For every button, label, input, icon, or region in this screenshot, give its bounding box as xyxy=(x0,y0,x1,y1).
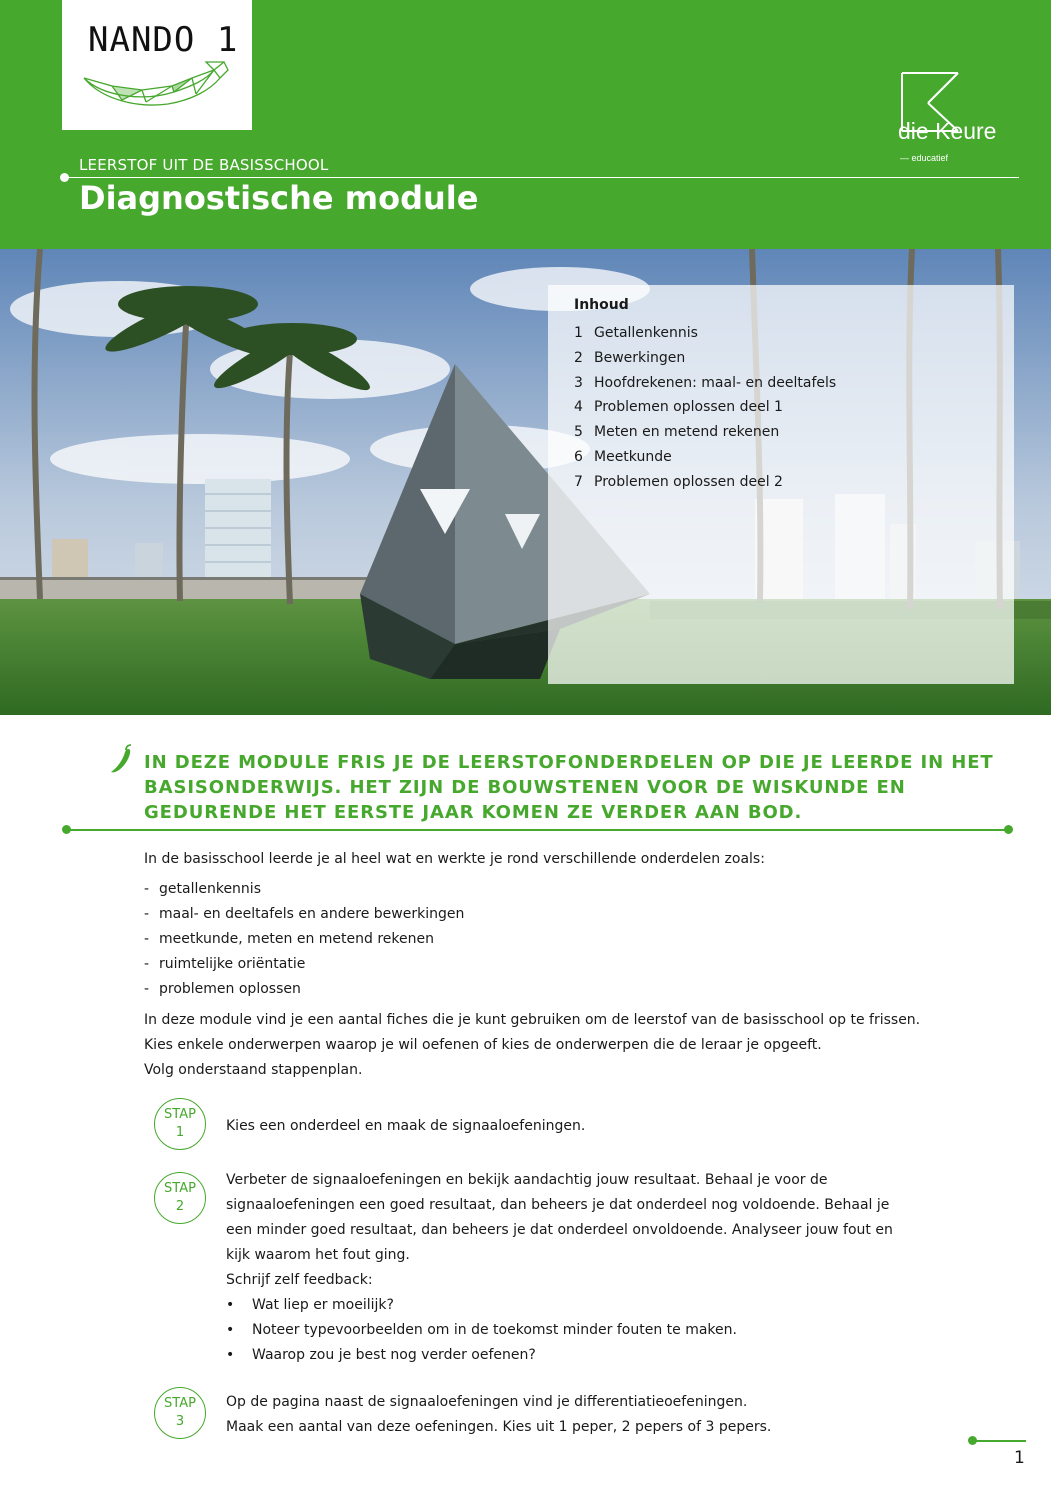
step-2-line: Verbeter de signaaloefeningen en bekijk aandachtig jouw resultaat. Behaal je voor de xyxy=(226,1172,828,1188)
toc-item[interactable] xyxy=(574,321,836,346)
toc-item-number: 4 xyxy=(574,399,583,416)
toc-list xyxy=(574,321,836,495)
toc-item[interactable] xyxy=(574,395,836,420)
step-2-badge xyxy=(154,1172,206,1224)
hero-photo xyxy=(0,249,1051,715)
rule-dot-right xyxy=(1004,825,1013,834)
step-3-badge xyxy=(154,1387,206,1439)
step-1-badge xyxy=(154,1098,206,1150)
step-2-line: een minder goed resultaat, dan beheers je dat onderdeel onvoldoende. Analyseer jouw fout en xyxy=(226,1222,893,1238)
topic-item: - maal- en deeltafels en andere bewerkingen xyxy=(144,902,464,927)
step-label: STAP xyxy=(164,1181,196,1196)
intro-lead: In de basisschool leerde je al heel wat en werkte je rond verschillende onderdelen zoals: xyxy=(144,851,765,867)
step-number: 3 xyxy=(175,1414,185,1429)
intro-rule xyxy=(67,829,1009,831)
step-2-line: kijk waarom het fout ging. xyxy=(226,1247,410,1263)
die-keure-logo-icon xyxy=(898,46,1008,166)
step-label: STAP xyxy=(164,1396,196,1411)
toc-item-number: 5 xyxy=(574,424,583,441)
toc-item-label: Problemen oplossen deel 2 xyxy=(594,473,783,490)
page-number: 1 xyxy=(1014,1448,1025,1468)
step-1-text: Kies een onderdeel en maak de signaaloefeningen. xyxy=(226,1118,586,1134)
toc-item-number: 2 xyxy=(574,349,583,366)
eyebrow-label: LEERSTOF UIT DE BASISSCHOOL xyxy=(79,156,329,174)
table-of-contents xyxy=(548,285,1014,684)
step-3-line: Op de pagina naast de signaaloefeningen vind je differentiatieoefeningen. xyxy=(226,1394,748,1410)
toc-item-number: 7 xyxy=(574,473,583,490)
step-3-text xyxy=(226,1390,771,1440)
step-3-line: Maak een aantal van deze oefeningen. Kies uit 1 peper, 2 pepers of 3 pepers. xyxy=(226,1419,772,1435)
pepper-icon xyxy=(107,744,133,774)
publisher-subtitle: — educatief xyxy=(900,153,949,163)
step-number: 1 xyxy=(175,1125,185,1140)
topic-item: - getallenkennis xyxy=(144,877,464,902)
toc-item-number: 6 xyxy=(574,448,583,465)
toc-item[interactable] xyxy=(574,346,836,371)
toc-title: Inhoud xyxy=(574,297,629,313)
step-number: 2 xyxy=(175,1199,185,1214)
paragraph-line: In deze module vind je een aantal fiches die je kunt gebruiken om de leerstof van de basisschool op te frissen. xyxy=(144,1012,921,1028)
toc-item-label: Problemen oplossen deel 1 xyxy=(594,399,783,416)
feedback-list xyxy=(226,1293,893,1368)
toc-item-number: 1 xyxy=(574,325,583,341)
step-2-line: signaaloefeningen een goed resultaat, dan beheers je dat onderdeel nog voldoende. Behaal je xyxy=(226,1197,890,1213)
toc-item-label: Meetkunde xyxy=(594,448,672,465)
topic-item: - meetkunde, meten en metend rekenen xyxy=(144,927,464,952)
logo-text: NANDO 1 xyxy=(88,20,239,60)
topic-item: - problemen oplossen xyxy=(144,977,464,1002)
page-title: Diagnostische module xyxy=(79,179,479,217)
topic-list xyxy=(144,877,464,1002)
feedback-item: • Wat liep er moeilijk? xyxy=(226,1293,893,1318)
pepper-logo-icon xyxy=(82,56,232,108)
step-2-text xyxy=(226,1168,893,1368)
toc-item[interactable] xyxy=(574,470,836,495)
toc-item-number: 3 xyxy=(574,374,583,391)
topic-item: - ruimtelijke oriëntatie xyxy=(144,952,464,977)
toc-item[interactable] xyxy=(574,371,836,396)
toc-item[interactable] xyxy=(574,445,836,470)
intro-heading: IN DEZE MODULE FRIS JE DE LEERSTOFONDERDELEN OP DIE JE LEERDE IN HET BASISONDERWIJS. HET ZIJN DE BOUWSTENEN VOOR DE WISKUNDE EN GEDURENDE HET EERSTE JAAR KOMEN ZE VERDER AAN BOD. xyxy=(144,752,994,823)
feedback-item: • Noteer typevoorbeelden om in de toekomst minder fouten te maken. xyxy=(226,1318,893,1343)
toc-item-label: Getallenkennis xyxy=(594,325,698,341)
toc-item-label: Bewerkingen xyxy=(594,349,686,366)
toc-item[interactable] xyxy=(574,420,836,445)
toc-item-label: Meten en metend rekenen xyxy=(594,424,780,441)
intro-paragraph xyxy=(144,1008,920,1083)
step-2-line: Schrijf zelf feedback: xyxy=(226,1272,373,1288)
step-label: STAP xyxy=(164,1107,196,1122)
header-rule xyxy=(64,177,1019,178)
toc-item-label: Hoofdrekenen: maal- en deeltafels xyxy=(594,374,837,391)
feedback-item: • Waarop zou je best nog verder oefenen? xyxy=(226,1343,893,1368)
header-banner xyxy=(0,0,1051,249)
paragraph-line: Volg onderstaand stappenplan. xyxy=(144,1062,363,1078)
footer-rule xyxy=(974,1440,1026,1442)
nando-logo xyxy=(62,0,252,130)
paragraph-line: Kies enkele onderwerpen waarop je wil oefenen of kies de onderwerpen die de leraar je opgeeft. xyxy=(144,1037,822,1053)
publisher-name: die Keure xyxy=(898,118,997,144)
